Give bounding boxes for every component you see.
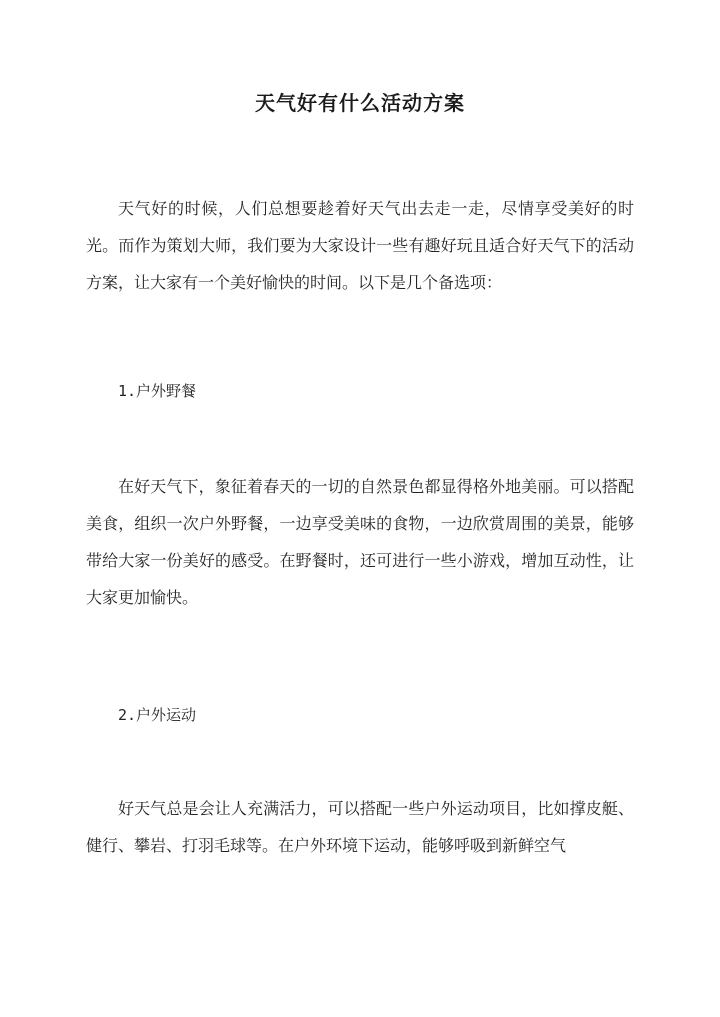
intro-paragraph: 天气好的时候，人们总想要趁着好天气出去走一走，尽情享受美好的时光。而作为策划大师，我们要为大家设计一些有趣好玩且适合好天气下的活动方案，让大家有一个美好愉快的时间。以下是几个备选项： — [86, 199, 634, 292]
document-title: 天气好有什么活动方案 — [255, 91, 465, 115]
section-heading-picnic: 1.户外野餐 — [118, 382, 197, 400]
section-body-sports: 好天气总是会让人充满活力，可以搭配一些户外运动项目，比如撑皮艇、健行、攀岩、打羽毛球等。在户外环境下运动，能够呼吸到新鲜空气 — [86, 799, 634, 855]
section-body-picnic: 在好天气下，象征着春天的一切的自然景色都显得格外地美丽。可以搭配美食，组织一次户外野餐，一边享受美味的食物，一边欣赏周围的美景，能够带给大家一份美好的感受。在野餐时，还可进行一些小游戏，增加互动性，让大家更加愉快。 — [86, 477, 634, 607]
section-heading-sports: 2.户外运动 — [118, 706, 197, 724]
